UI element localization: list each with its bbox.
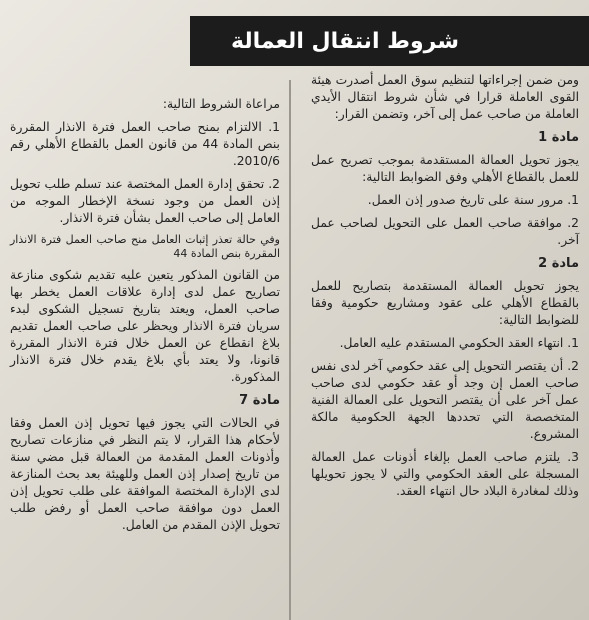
intro-paragraph: ومن ضمن إجراءاتها لتنظيم سوق العمل أصدرت هيئة القوى العاملة قرارا في شأن شروط انتقال الأيدي العاملة من صاحب عمل إلى آخر، وتضمن القرار: (311, 73, 579, 121)
article1-item1: 1. مرور سنة على تاريخ صدور إذن العمل. (367, 193, 579, 207)
article7-heading: مادة 7 (239, 393, 280, 408)
article-title: شروط انتقال العمالة (231, 28, 459, 54)
article2-item3: 3. يلتزم صاحب العمل بإلغاء أذونات عمل العمالة المسجلة على العقد الحكومي والتي لا يجوز تحويلها وذلك لمغادرة البلاد حال انتهاء العقد. (311, 450, 579, 498)
note-paragraph: وفي حالة تعذر إثبات العامل منح صاحب العمل فترة الانذار المقررة بنص المادة 44 (10, 233, 280, 260)
article2-text: يجوز تحويل العمالة المستقدمة بتصاريح للعمل بالقطاع الأهلي على عقود ومشاريع حكومية وفقا للضوابط التالية: (311, 279, 579, 327)
article7-text: في الحالات التي يجوز فيها تحويل إذن العمل وفقا لأحكام هذا القرار، لا يتم النظر في منازعات تصاريح وأذونات العمل المقدمة من العمالة قبل مضي سنة من تاريخ إصدار إذن العمل وللهيئة بعد بحث المنازعة لدى الإدارة المختصة الموافقة على طلب تحويل إذن العمل دون موافقة صاحب العمل أو رفض طلب تحويل الإذن المقدم من العامل. (10, 416, 280, 532)
article-title-banner (190, 16, 589, 66)
condition-2: 2. تحقق إدارة العمل المختصة عند تسلم طلب تحويل إذن العمل من وجود نسخة الإخطار الموجه من العامل إلى صاحب العمل بشأن فترة الانذار. (10, 177, 280, 225)
article2-item1: 1. انتهاء العقد الحكومي المستقدم عليه العامل. (339, 336, 579, 350)
condition-1: 1. الالتزام بمنح صاحب العمل فترة الانذار المقررة بنص المادة 44 من قانون العمل بالقطاع الأهلي رقم 2010/6. (10, 120, 280, 168)
article1-heading: مادة 1 (538, 130, 579, 145)
column-divider (289, 80, 291, 620)
left-column (10, 96, 280, 540)
right-column (311, 72, 579, 506)
article1-text: يجوز تحويل العمالة المستقدمة بموجب تصريح عمل للعمل بالقطاع الأهلي وفق الضوابط التالية: (311, 153, 579, 184)
continuation-paragraph: من القانون المذكور يتعين عليه تقديم شكوى منازعة تصاريح عمل لدى إدارة علاقات العمل يخطر بها صاحب العمل، ويعتد بتاريخ تسجيل الشكوى لبدء سريان فترة الانذار ويحظر على صاحب العمل تقديم بلاغ انقطاع عن العمل خلال فترة الانذار المقررة قانونا، ولا يعتد بأي بلاغ يقدم خلال فترة الانذار المذكورة. (10, 268, 280, 384)
article1-item2: 2. موافقة صاحب العمل على التحويل لصاحب عمل آخر. (311, 216, 579, 247)
article2-item2: 2. أن يقتصر التحويل إلى عقد حكومي آخر لدى نفس صاحب العمل إن وجد أو عقد حكومي لدى صاحب عمل آخر على أن يقتصر التحويل على العمالة الفنية المتخصصة التي تحددها الجهة الحكومية مالكة المشروع. (311, 359, 579, 441)
article2-heading: مادة 2 (538, 256, 579, 271)
conditions-intro: مراعاة الشروط التالية: (162, 97, 280, 111)
